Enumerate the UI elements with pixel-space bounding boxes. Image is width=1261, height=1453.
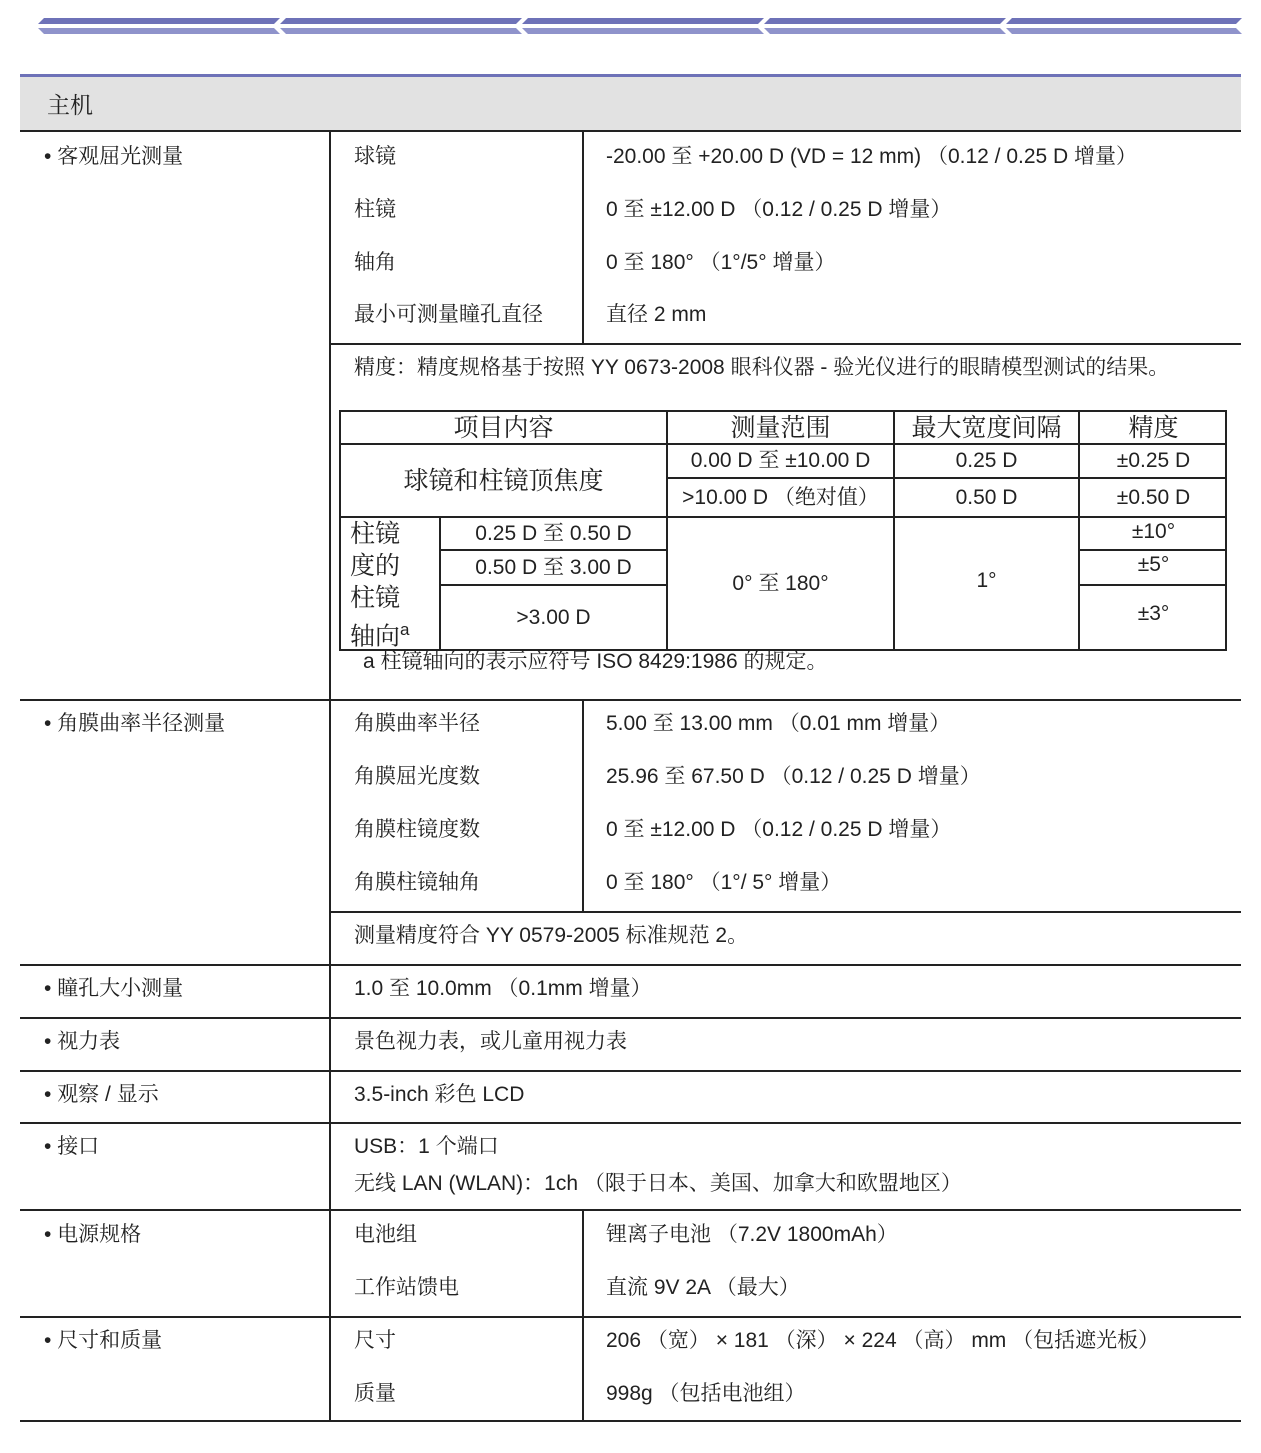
row-divider (20, 1122, 1241, 1124)
spec-value: -20.00 至 +20.00 D (VD = 12 mm) （0.12 / 0.25 D 增量） (606, 145, 1138, 168)
column-divider (582, 699, 584, 911)
spec-name: 尺寸 (354, 1329, 396, 1352)
spec-name: 角膜柱镜轴角 (354, 871, 480, 894)
table-cell: ±5° (1137, 552, 1170, 576)
spec-value: 206 （宽） × 181 （深） × 224 （高） mm （包括遮光板） (606, 1329, 1160, 1352)
axis-label-line: 柱镜 (350, 583, 401, 612)
spec-value: 998g （包括电池组） (606, 1382, 806, 1405)
table-cell: 0.25 D (955, 449, 1018, 473)
table-cell: 0.25 D 至 0.50 D (475, 521, 632, 545)
column-divider (582, 1209, 584, 1422)
table-footnote: a 柱镜轴向的表示应符号 ISO 8429:1986 的规定。 (363, 650, 828, 673)
spec-value: 0 至 180° （1°/ 5° 增量） (606, 871, 842, 894)
column-divider (582, 130, 584, 343)
spec-name: 最小可测量瞳孔直径 (354, 303, 543, 326)
table-header: 项目内容 (453, 412, 554, 442)
refraction-label: • 客观屈光测量 (44, 146, 183, 167)
table-cell: >3.00 D (516, 605, 591, 629)
row-divider (330, 343, 1241, 345)
table-cell: 0.50 D 至 3.00 D (475, 555, 632, 579)
spec-name: 角膜屈光度数 (354, 765, 480, 788)
spec-value: 锂离子电池 （7.2V 1800mAh） (606, 1223, 898, 1246)
keratometry-note: 测量精度符合 YY 0579-2005 标准规范 2。 (354, 924, 749, 947)
spec-value: 5.00 至 13.00 mm （0.01 mm 增量） (606, 712, 951, 735)
axis-label-line: 轴向 (350, 621, 401, 651)
row-divider (20, 1017, 1241, 1019)
row-divider (20, 1420, 1241, 1422)
interface-label: • 接口 (44, 1136, 99, 1157)
spec-value: 0 至 ±12.00 D （0.12 / 0.25 D 增量） (606, 818, 952, 841)
spec-name: 角膜柱镜度数 (354, 818, 480, 841)
spec-name: 电池组 (354, 1223, 417, 1246)
spec-name: 工作站馈电 (354, 1276, 459, 1299)
table-cell: >10.00 D （绝对值） (682, 485, 879, 509)
spec-name: 柱镜 (354, 198, 396, 221)
table-cell: 0° 至 180° (732, 571, 829, 595)
row-divider (20, 964, 1241, 966)
axis-label-line: 度的 (350, 551, 401, 580)
row-divider (330, 911, 1241, 913)
interface-line: 无线 LAN (WLAN)：1ch （限于日本、美国、加拿大和欧盟地区） (354, 1172, 962, 1195)
table-cell: ±3° (1137, 601, 1170, 625)
row-divider (20, 1209, 1241, 1211)
table-header: 精度 (1128, 412, 1179, 442)
display-label: • 观察 / 显示 (44, 1084, 159, 1105)
row-divider (20, 1070, 1241, 1072)
spec-name: 轴角 (354, 251, 396, 274)
interface-line: USB：1 个端口 (354, 1135, 499, 1158)
spec-name: 球镜 (354, 145, 396, 168)
power-label: • 电源规格 (44, 1224, 141, 1245)
table-cell: 0.00 D 至 ±10.00 D (690, 449, 871, 473)
pupil-label: • 瞳孔大小测量 (44, 978, 183, 999)
spec-value: 直径 2 mm (606, 303, 707, 326)
section-header (20, 74, 1241, 130)
decorative-header-band (36, 16, 1242, 36)
axis-label-line: 柱镜 (350, 519, 401, 548)
display-value: 3.5-inch 彩色 LCD (354, 1083, 525, 1106)
table-cell: 0.50 D (955, 485, 1018, 509)
pupil-value: 1.0 至 10.0mm （0.1mm 增量） (354, 977, 652, 1000)
chart-value: 景色视力表，或儿童用视力表 (354, 1030, 627, 1053)
column-divider (329, 130, 331, 1422)
size-weight-label: • 尺寸和质量 (44, 1330, 162, 1351)
table-header: 最大宽度间隔 (911, 412, 1062, 442)
table-cell: ±0.25 D (1116, 449, 1191, 473)
section-title: 主机 (47, 92, 93, 118)
accuracy-note: 精度：精度规格基于按照 YY 0673-2008 眼科仪器 - 验光仪进行的眼睛模型测试的结果。 (354, 356, 1170, 379)
spec-value: 25.96 至 67.50 D （0.12 / 0.25 D 增量） (606, 765, 981, 788)
row-divider (20, 130, 1241, 132)
table-cell: ±0.50 D (1116, 485, 1191, 509)
spec-value: 0 至 ±12.00 D （0.12 / 0.25 D 增量） (606, 198, 952, 221)
row-divider (20, 1316, 1241, 1318)
spec-value: 直流 9V 2A （最大） (606, 1276, 800, 1299)
table-header: 测量范围 (730, 412, 831, 442)
spec-value: 0 至 180° （1°/5° 增量） (606, 251, 836, 274)
table-cell-axis-label (350, 518, 438, 652)
keratometry-label: • 角膜曲率半径测量 (44, 713, 225, 734)
table-cell-vertex-label: 球镜和柱镜顶焦度 (403, 465, 604, 495)
footnote-marker: a (400, 620, 410, 639)
spec-name: 角膜曲率半径 (354, 712, 480, 735)
table-cell: ±10° (1131, 519, 1176, 543)
row-divider (20, 699, 1241, 701)
table-cell: 1° (976, 568, 997, 592)
chart-label: • 视力表 (44, 1031, 120, 1052)
spec-name: 质量 (354, 1382, 396, 1405)
